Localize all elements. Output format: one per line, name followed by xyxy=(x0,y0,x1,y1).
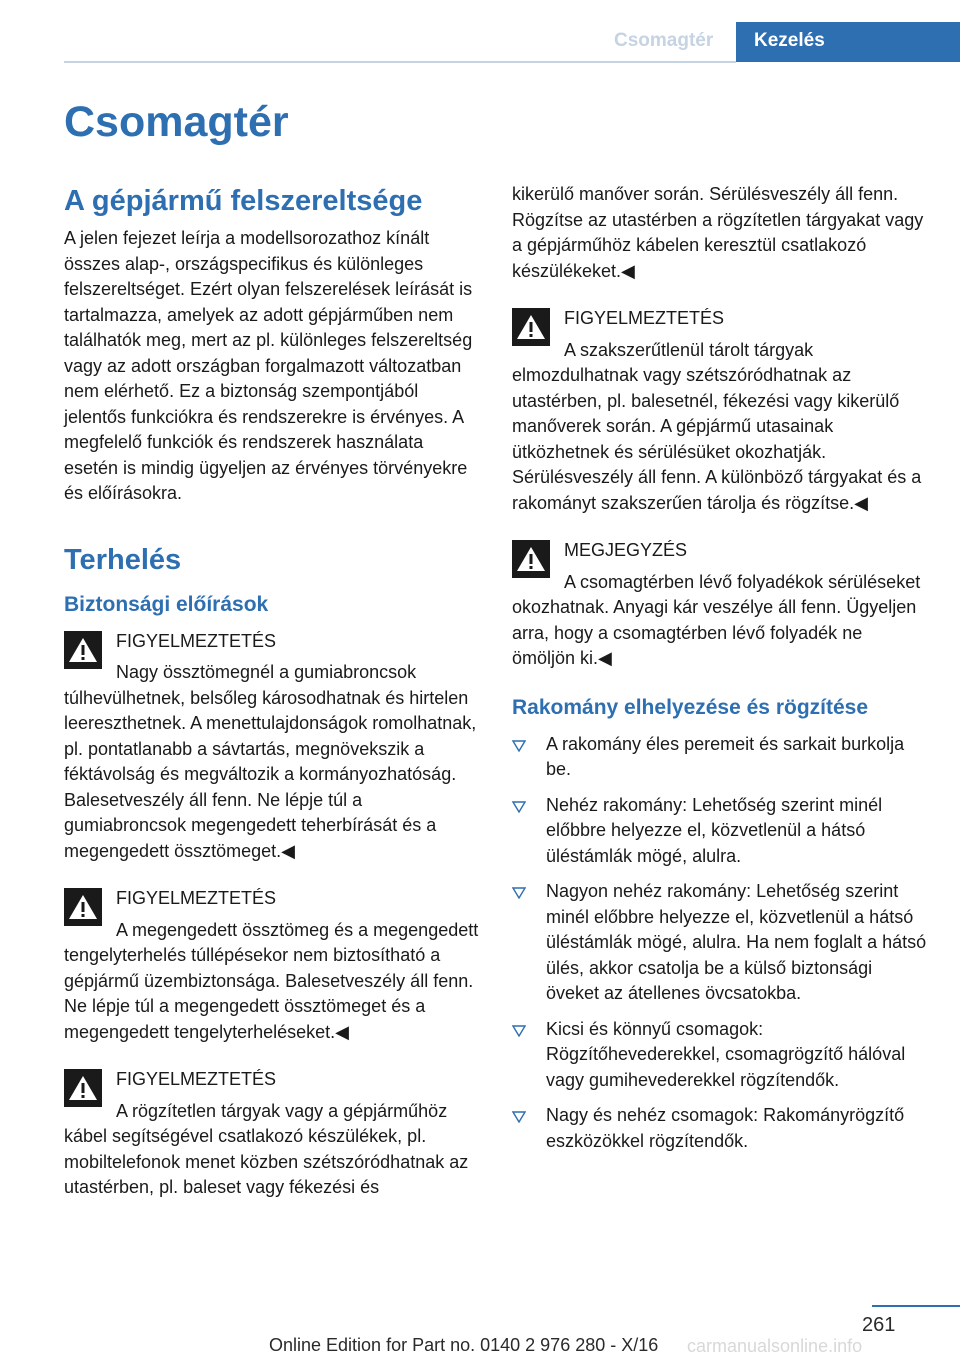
warning-label: FIGYELMEZTETÉS xyxy=(116,888,277,908)
triangle-bullet-icon xyxy=(512,1024,526,1042)
warning-continuation-text: kikerülő manőver során. Sérülésveszély áll fenn. Rögzítse az utastérben a rögzítetlen tárgyakat vagy a gépjárműhöz kábelen keresztül csatlakozó készülékeket.◀ xyxy=(512,184,924,281)
warning-triangle-icon xyxy=(512,540,550,578)
warning-text: A megengedett össztömeg és a megengedett tengelyterhelés túllépésekor nem biztosítható a gépjármű üzembiztonsága. Balesetveszély áll fenn. Ne lépje túl a megengedett össztömeget és a megengedett tengelyterheléseket.◀ xyxy=(64,919,479,1042)
page-number: 261 xyxy=(862,1314,896,1336)
warning-block xyxy=(64,629,480,865)
warning-text: Nagy össztömegnél a gumiabroncsok túlhevülhetnek, belsőleg károsodhatnak és hirtelen leereszthetnek. A menettulajdonságok romolhatnak, pl. pontatlanabb a sávtartás, megnövekszik a féktávolság és megváltozik a kormányozhatóság. Balesetveszély áll fenn. Ne lépje túl a gumiabroncsok megengedett teherbírását és a megengedett össztömeget.◀ xyxy=(64,662,477,861)
list-item-text: A rakomány éles peremeit és sarkait burkolja be. xyxy=(546,733,905,779)
list-item xyxy=(512,732,928,783)
header-section-title: Csomagtér xyxy=(614,30,714,51)
equipment-body: A jelen fejezet leírja a modellsorozathoz kínált összes alap-, országspecifikus és különleges felszereltséget. Ezért olyan felszerelések leírását is tartalmazza, amelyek az adott gépjárműben nem találhatók meg, mert az pl. különleges felszereltség vagy az adott országban forgalmazott változatban nem elérhető. Ez a biztonság szempontjából jelentős funkciókra és rendszerekre is érvényes. A megfelelő funkciók és rendszerek használata esetén is mindig ügyeljen az érvényes törvényekre és előírásokra. xyxy=(64,228,473,503)
left-column xyxy=(64,182,480,1223)
warning-block xyxy=(512,306,928,516)
page-title: Csomagtér xyxy=(64,98,289,146)
list-item xyxy=(512,1103,928,1154)
page-header xyxy=(0,0,960,62)
triangle-bullet-icon xyxy=(512,1110,526,1128)
warning-block xyxy=(64,886,480,1045)
right-column xyxy=(512,182,928,1164)
footer-divider xyxy=(872,1305,960,1307)
header-chapter-tab: Kezelés xyxy=(736,22,960,62)
triangle-bullet-icon xyxy=(512,800,526,818)
list-item-text: Kicsi és könnyű csomagok: Rögzítőhevederekkel, csomagrögzítő hálóval vagy gumihevederekkel rögzítendők. xyxy=(546,1018,906,1090)
list-item xyxy=(512,793,928,870)
warning-triangle-icon xyxy=(64,631,102,669)
warning-triangle-icon xyxy=(512,308,550,346)
note-block xyxy=(512,538,928,672)
warning-label: FIGYELMEZTETÉS xyxy=(116,1069,277,1089)
edition-text: Online Edition for Part no. 0140 2 976 280 - X/16 xyxy=(269,1335,659,1355)
list-item xyxy=(512,879,928,1007)
list-item-text: Nagyon nehéz rakomány: Lehetőség szerint minél előbbre helyezze el, közvetlenül a hátsó üléstámlák mögé, alulra. Ha nem foglalt a hátsó ülés, akkor csatolja be a külső biztonsági öveket az átellenes övcsatokba. xyxy=(546,881,927,1003)
stowing-heading: Rakomány elhelyezése és rögzítése xyxy=(512,695,869,719)
stowing-list xyxy=(512,732,928,1155)
warning-block xyxy=(64,1067,480,1201)
warning-text: A szakszerűtlenül tárolt tárgyak elmozdulhatnak vagy szétszóródhatnak az utastérben, pl. balesetnél, fékezési vagy kikerülő manőverek során. A gépjármű utasainak ütközhetnek és sérülésüket okozhatják. Sérülésveszély áll fenn. A különböző tárgyakat és a rakományt szakszerűen tárolja és rögzítse.◀ xyxy=(512,339,922,513)
list-item-text: Nagy és nehéz csomagok: Rakományrögzítő eszközökkel rögzítendők. xyxy=(546,1105,905,1151)
header-divider xyxy=(64,61,736,63)
equipment-heading: A gépjármű felszereltsége xyxy=(64,185,423,217)
safety-heading: Biztonsági előírások xyxy=(64,592,269,616)
warning-label: FIGYELMEZTETÉS xyxy=(564,308,725,328)
warning-text: A rögzítetlen tárgyak vagy a gépjárműhöz kábel segítségével csatlakozó készülékek, pl. mobiltelefonok menet közben szétszóródhatnak az utastérben, pl. baleset vagy fékezési és xyxy=(64,1100,469,1197)
warning-label: FIGYELMEZTETÉS xyxy=(116,630,277,651)
warning-triangle-icon xyxy=(64,1069,102,1107)
note-label: MEGJEGYZÉS xyxy=(564,540,688,560)
list-item-text: Nehéz rakomány: Lehetőség szerint minél előbbre helyezze el, közvetlenül a hátsó üléstámlák mögé, alulra. xyxy=(546,794,883,866)
triangle-bullet-icon xyxy=(512,739,526,757)
list-item xyxy=(512,1017,928,1094)
warning-triangle-icon xyxy=(64,888,102,926)
loading-heading: Terhelés xyxy=(64,543,182,576)
note-text: A csomagtérben lévő folyadékok sérüléseket okozhatnak. Anyagi kár veszélye áll fenn. Ügyeljen arra, hogy a csomagtérben lévő folyadék ne ömöljön ki.◀ xyxy=(512,571,921,668)
watermark: carmanualsonline.info xyxy=(687,1336,863,1356)
triangle-bullet-icon xyxy=(512,886,526,904)
